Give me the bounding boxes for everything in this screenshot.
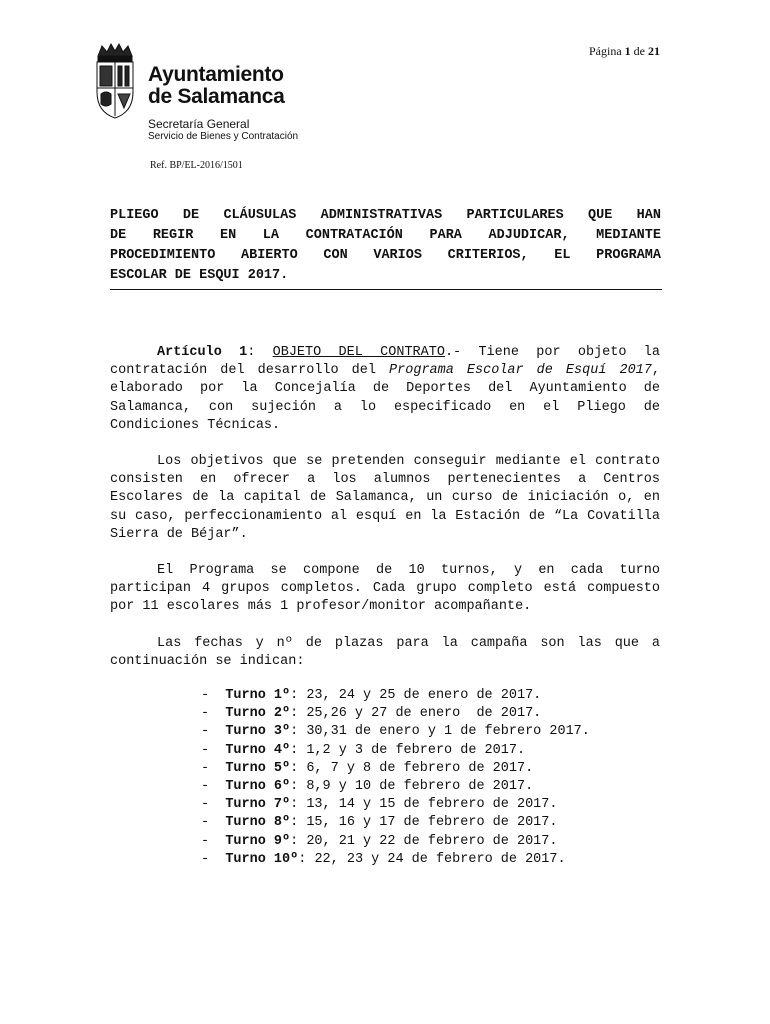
article-heading: OBJETO DEL CONTRATO	[272, 345, 445, 360]
list-item: - Turno 6º: 8,9 y 10 de febrero de 2017.	[201, 779, 534, 795]
page-total: 21	[648, 44, 660, 58]
list-item: - Turno 2º: 25,26 y 27 de enero de 2017.	[201, 706, 542, 722]
coat-of-arms-icon	[90, 42, 140, 122]
article-text-a: .- Tiene por objeto la contratación del desarrollo del	[110, 345, 660, 379]
list-item: - Turno 8º: 15, 16 y 17 de febrero de 2017.	[201, 815, 558, 831]
page-current: 1	[624, 44, 631, 58]
org-name-line1: Ayuntamiento	[148, 63, 284, 86]
list-item: - Turno 9º: 20, 21 y 22 de febrero de 2017.	[201, 833, 558, 849]
reference-code: Ref. BP/EL-2016/1501	[150, 160, 243, 171]
list-item: - Turno 10º: 22, 23 y 24 de febrero de 2017.	[201, 851, 566, 867]
list-item: - Turno 5º: 6, 7 y 8 de febrero de 2017.	[201, 760, 534, 776]
org-name-line2: de Salamanca	[148, 85, 285, 108]
article-1-paragraph	[110, 344, 660, 435]
department-name: Secretaría General	[148, 117, 250, 131]
organization-block	[148, 64, 298, 143]
list-item: - Turno 4º: 1,2 y 3 de febrero de 2017.	[201, 742, 526, 758]
document-body	[110, 344, 660, 869]
title-line: PROCEDIMIENTO ABIERTO CON VARIOS CRITERIOS, EL PROGRAMA	[110, 248, 661, 263]
objectives-paragraph: Los objetivos que se pretenden conseguir mediante el contrato consisten en ofrecer a los alumnos pertenecientes a Centros Escolares de la capital de Salamanca, un curso de iniciación o, en su caso, perfeccionamiento al esquí en la Estación de “La Covatilla Sierra de Béjar”.	[110, 454, 660, 542]
page-label: Página	[589, 44, 622, 58]
title-divider	[110, 289, 662, 290]
article-colon: :	[247, 345, 273, 360]
program-composition-paragraph: El Programa se compone de 10 turnos, y en cada turno participan 4 grupos completos. Cada grupo completo está compuesto por 11 escolares más 1 profesor/monitor acompañante.	[110, 563, 660, 615]
turnos-list	[110, 687, 660, 869]
title-line: DE REGIR EN LA CONTRATACIÓN PARA ADJUDICAR, MEDIANTE	[110, 228, 661, 243]
page-number	[589, 44, 660, 59]
list-item: - Turno 3º: 30,31 de enero y 1 de febrero 2017.	[201, 724, 590, 740]
service-name: Servicio de Bienes y Contratación	[148, 131, 299, 142]
article-label: Artículo 1	[157, 345, 248, 360]
article-text-b: , elaborado por la Concejalía de Deportes del Ayuntamiento de Salamanca, con sujeción a lo especificado en el Pliego de Condiciones Técnicas.	[110, 363, 660, 433]
program-name: Programa Escolar de Esquí 2017	[389, 363, 652, 379]
dates-intro-paragraph: Las fechas y nº de plazas para la campaña son las que a continuación se indican:	[110, 635, 660, 669]
list-item: - Turno 1º: 23, 24 y 25 de enero de 2017.	[201, 688, 542, 704]
list-item: - Turno 7º: 13, 14 y 15 de febrero de 2017.	[201, 797, 558, 813]
document-title	[110, 206, 661, 286]
title-line: ESCOLAR DE ESQUI 2017.	[110, 268, 289, 283]
title-line: PLIEGO DE CLÁUSULAS ADMINISTRATIVAS PARTICULARES QUE HAN	[110, 208, 661, 223]
page-of: de	[633, 44, 645, 58]
